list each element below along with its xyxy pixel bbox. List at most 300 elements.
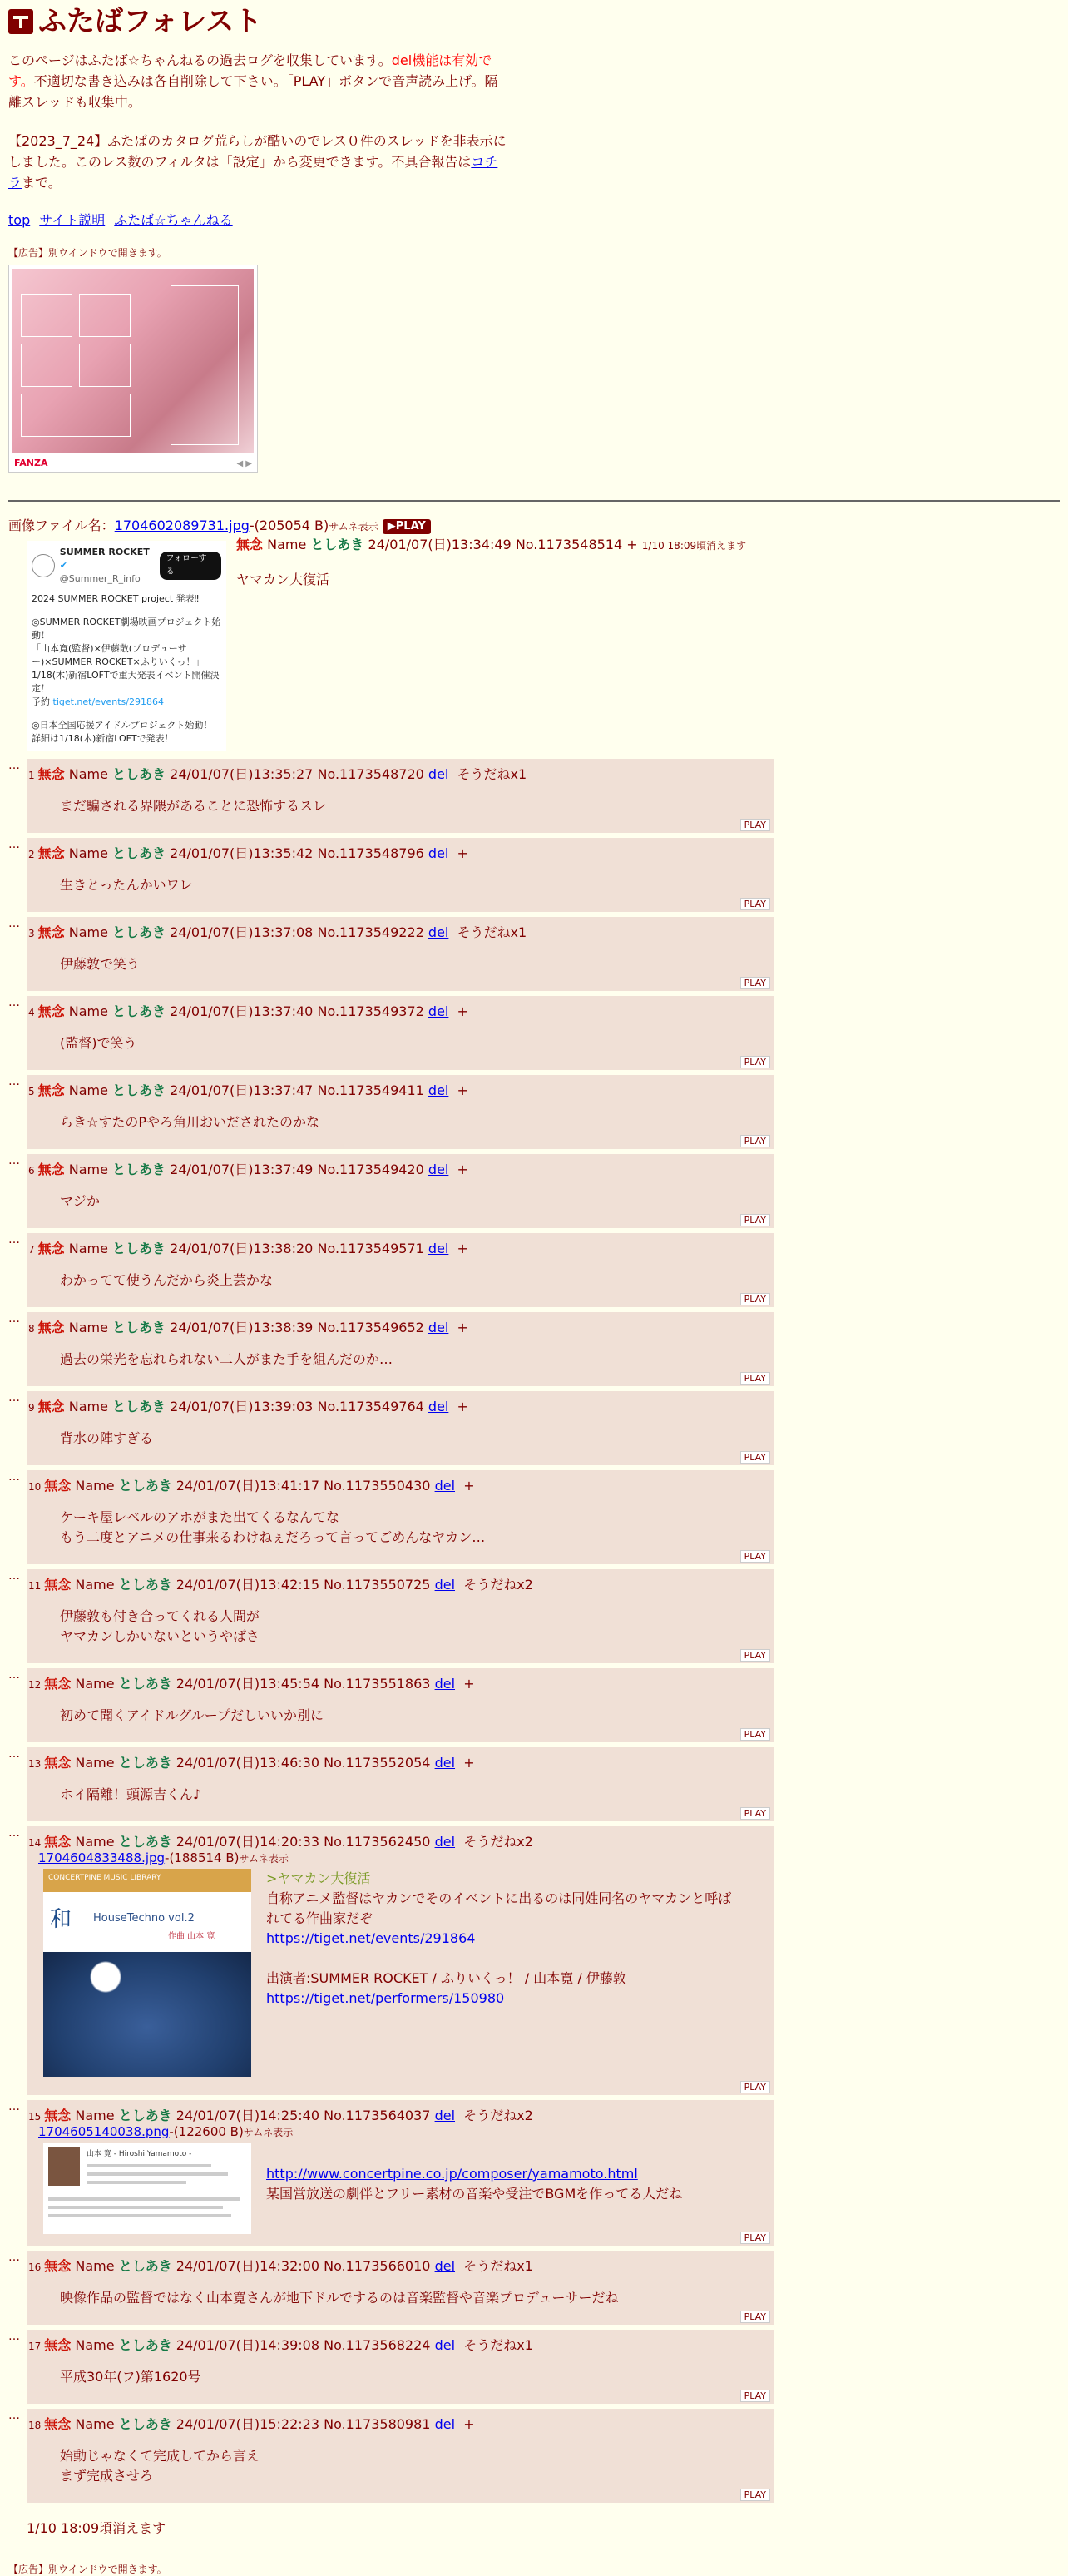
tweet-link: tiget.net/events/291864	[52, 696, 164, 707]
post-subject: 無念	[44, 2337, 72, 2353]
poster-name: としあき	[118, 2258, 172, 2274]
reply-text: (監督)で笑う	[60, 1035, 137, 1051]
reply-text: ケーキ屋レベルのアホがまた出てくるなんてな	[60, 1509, 340, 1525]
poster-name: としあき	[112, 924, 166, 940]
post-number: No.1173568224	[324, 2337, 431, 2353]
sodane-button[interactable]: +	[457, 1241, 468, 1256]
post-datetime: 24/01/07(日)13:38:20	[170, 1241, 314, 1256]
del-link[interactable]: del	[428, 766, 449, 782]
reply-box	[27, 2251, 774, 2325]
post-number: No.1173551863	[324, 1676, 431, 1692]
img-caption: 和	[50, 1907, 72, 1932]
post-number: No.1173564037	[324, 2108, 431, 2123]
post-number: No.1173550725	[324, 1577, 431, 1593]
reply-body	[60, 1112, 774, 1132]
reply-header	[27, 2335, 774, 2354]
del-link[interactable]: del	[434, 1478, 456, 1494]
play-button[interactable]: PLAY	[740, 2311, 770, 2323]
reply-text: 伊藤敦も付き合ってくれる人間が	[60, 1608, 260, 1624]
sodane-button[interactable]: +	[463, 1478, 475, 1494]
post-subject: 無念	[37, 1399, 65, 1414]
reply-row	[8, 917, 1060, 996]
post-number: No.1173549571	[317, 1241, 424, 1256]
post-subject: 無念	[44, 2416, 72, 2432]
reply-dots: …	[8, 917, 20, 930]
poster-name: としあき	[118, 1577, 172, 1593]
post-datetime: 24/01/07(日)13:34:49	[368, 537, 512, 552]
reply-num: 13	[28, 1758, 42, 1770]
name-label: Name	[75, 2416, 115, 2432]
del-link[interactable]: del	[434, 2416, 456, 2432]
del-link[interactable]: del	[434, 1676, 456, 1692]
reply-row	[8, 2330, 1060, 2409]
tweet-account: SUMMER ROCKET	[59, 547, 150, 557]
play-button[interactable]: PLAY	[740, 1728, 770, 1741]
reply-body	[60, 2288, 774, 2308]
reply-thumbnail[interactable]	[43, 1869, 251, 2077]
reply-row	[8, 759, 1060, 838]
poster-name: としあき	[112, 845, 166, 861]
poster-name: としあき	[112, 1399, 166, 1414]
reply-body	[60, 1350, 774, 1370]
del-link[interactable]: del	[428, 1162, 449, 1177]
del-link[interactable]: del	[428, 1003, 449, 1019]
site-title: ふたばフォレスト	[38, 5, 263, 38]
reply-text: ホイ隔離！頭源吉くん♪	[60, 1786, 202, 1802]
nav-links	[8, 210, 1060, 229]
post-number: No.1173548514	[515, 537, 623, 552]
reply-text: マジか	[60, 1193, 101, 1209]
post-number: No.1173549652	[317, 1320, 424, 1335]
file-size: -(205054 B)	[249, 518, 329, 533]
reply-num: 4	[28, 1007, 35, 1018]
op-thumbnail[interactable]: SUMMER ROCKET ✔ @Summer_R_info フォローする 2024 SUMMER ROCKET project 発表‼ ◎SUMMER ROCKET劇場映画プロジェクト始動！ 「山本寛(監督)×伊藤散(プロデューサー)×SUMMER ROCKET×ふりいくっ！」 1/18(木)新宿LOFTで重大発表イベント開催決定！ 予約 tiget.net/events/291864 ◎日本全国応援アイドルプロジェクト始動！ 詳細は1/18(木)新宿LOFTで発表！	[27, 541, 226, 751]
sodane-button[interactable]: +	[457, 1003, 468, 1019]
post-subject: 無念	[44, 2108, 72, 2123]
reply-num: 10	[28, 1481, 42, 1493]
play-button[interactable]: PLAY	[740, 2489, 770, 2501]
reply-num: 14	[28, 1837, 42, 1849]
post-datetime: 24/01/07(日)13:37:49	[170, 1162, 314, 1177]
reply-body	[266, 2164, 682, 2234]
play-button[interactable]: PLAY	[740, 977, 770, 989]
site-header	[8, 0, 1060, 38]
reply-dots: …	[8, 1154, 20, 1167]
reply-row	[8, 2251, 1060, 2330]
intro-line: このページはふたば☆ちゃんねるの過去ログを収集しています。	[8, 52, 392, 68]
reply-box	[27, 1312, 774, 1386]
post-subject: 無念	[44, 1834, 72, 1850]
sodane-button[interactable]: そうだねx1	[457, 766, 527, 782]
post-subject: 無念	[37, 1162, 65, 1177]
play-button[interactable]: PLAY	[740, 2081, 770, 2093]
nav-futaba-link[interactable]: ふたば☆ちゃんねる	[114, 212, 233, 228]
del-link[interactable]: del	[434, 2258, 456, 2274]
poster-name: としあき	[118, 2108, 172, 2123]
reply-url-link[interactable]: https://tiget.net/performers/150980	[266, 1990, 505, 2006]
reply-num: 12	[28, 1679, 42, 1691]
reply-dots: …	[8, 1075, 20, 1088]
intro-notice	[8, 131, 507, 193]
reply-dots: …	[8, 1826, 20, 1840]
poster-name: としあき	[112, 1082, 166, 1098]
name-label: Name	[68, 1162, 108, 1177]
thumb-note: サムネ表示	[329, 521, 378, 533]
reply-body	[60, 1706, 774, 1726]
reply-header	[27, 1001, 774, 1020]
sodane-button[interactable]: そうだねx1	[463, 2337, 533, 2353]
reply-box	[27, 759, 774, 833]
reply-num: 6	[28, 1165, 35, 1177]
reply-box	[27, 1826, 774, 2095]
reply-file-line	[27, 1850, 774, 1865]
sodane-button[interactable]: +	[457, 1162, 468, 1177]
reply-header	[27, 2256, 774, 2275]
reply-header	[27, 1574, 774, 1593]
reply-text: まず完成させろ	[60, 2468, 154, 2484]
sodane-button[interactable]: +	[457, 845, 468, 861]
reply-row	[8, 1826, 1060, 2100]
follow-button: フォローする	[160, 552, 222, 580]
reply-dots: …	[8, 2251, 20, 2264]
reply-header	[27, 1673, 774, 1692]
name-label: Name	[68, 1320, 108, 1335]
post-datetime: 24/01/07(日)13:35:27	[170, 766, 314, 782]
img-caption: CONCERTPINE MUSIC LIBRARY	[48, 1874, 161, 1882]
reply-row	[8, 1668, 1060, 1747]
play-button[interactable]: PLAY	[740, 898, 770, 910]
tweet-text: 予約	[32, 696, 53, 707]
reply-num: 3	[28, 928, 35, 939]
reply-body	[60, 1033, 774, 1053]
reply-header	[27, 764, 774, 783]
reply-body	[60, 2367, 774, 2387]
post-subject: 無念	[44, 1478, 72, 1494]
reply-row	[8, 1154, 1060, 1233]
del-link[interactable]: del	[434, 1577, 456, 1593]
ad-label: 【広告】別ウインドウで開きます。	[8, 247, 167, 259]
post-datetime: 24/01/07(日)14:39:08	[176, 2337, 320, 2353]
reply-box	[27, 1233, 774, 1307]
post-subject: 無念	[37, 766, 65, 782]
reply-num: 7	[28, 1244, 35, 1256]
post-number: No.1173562450	[324, 1834, 431, 1850]
reply-row	[8, 2409, 1060, 2508]
reply-row	[8, 838, 1060, 917]
sodane-button[interactable]: +	[626, 537, 638, 552]
reply-box	[27, 1747, 774, 1821]
poster-name: としあき	[112, 766, 166, 782]
poster-name: としあき	[118, 1834, 172, 1850]
play-button[interactable]: PLAY	[740, 2390, 770, 2402]
ad-image[interactable]	[12, 269, 254, 453]
post-number: No.1173552054	[324, 1755, 431, 1771]
reply-num: 9	[28, 1402, 35, 1414]
post-number: No.1173549764	[317, 1399, 424, 1414]
reply-header	[27, 1317, 774, 1336]
reply-header	[27, 1396, 774, 1415]
sodane-button[interactable]: そうだねx1	[463, 2258, 533, 2274]
poster-name: としあき	[118, 2337, 172, 2353]
file-size: -(188514 B)	[165, 1850, 240, 1865]
reply-dots: …	[8, 1747, 20, 1761]
post-datetime: 24/01/07(日)13:37:40	[170, 1003, 314, 1019]
reply-header	[27, 1752, 774, 1771]
post-datetime: 24/01/07(日)13:42:15	[176, 1577, 320, 1593]
play-button[interactable]: PLAY	[740, 1372, 770, 1385]
post-number: No.1173580981	[324, 2416, 431, 2432]
nav-top-link[interactable]: top	[8, 212, 31, 228]
sodane-button[interactable]: そうだねx2	[463, 1577, 533, 1593]
reply-thumbnail[interactable]	[43, 2143, 251, 2234]
sodane-button[interactable]: そうだねx2	[463, 1834, 533, 1850]
post-subject: 無念	[37, 1082, 65, 1098]
reply-dots: …	[8, 759, 20, 772]
post-subject: 無念	[44, 2258, 72, 2274]
expire-footer: 1/10 18:09頃消えます	[27, 2520, 166, 2536]
play-button[interactable]: PLAY	[740, 1807, 770, 1820]
reply-row	[8, 1075, 1060, 1154]
futaba-logo-icon	[8, 9, 33, 34]
reply-body	[60, 954, 774, 974]
thumb-note: サムネ表示	[243, 2127, 294, 2138]
reply-row	[8, 1312, 1060, 1391]
post-subject: 無念	[44, 1755, 72, 1771]
name-label: Name	[75, 2337, 115, 2353]
reply-text: 背水の陣すぎる	[60, 1430, 154, 1446]
reply-row	[8, 1470, 1060, 1569]
post-datetime: 24/01/07(日)13:41:17	[176, 1478, 320, 1494]
reply-num: 8	[28, 1323, 35, 1335]
reply-dots: …	[8, 1312, 20, 1325]
reply-body	[60, 2446, 774, 2486]
post-datetime: 24/01/07(日)13:46:30	[176, 1755, 320, 1771]
reply-dots: …	[8, 1668, 20, 1682]
post-subject: 無念	[44, 1577, 72, 1593]
reply-url-link[interactable]: https://tiget.net/events/291864	[266, 1930, 476, 1946]
tweet-text: 「山本寛(監督)×伊藤散(プロデューサー)×SUMMER ROCKET×ふりいくっ！」	[32, 643, 205, 667]
del-link[interactable]: del	[428, 1320, 449, 1335]
reply-text: 平成30年(フ)第1620号	[60, 2369, 201, 2385]
avatar	[32, 554, 55, 577]
reply-row	[8, 1747, 1060, 1826]
reply-body	[60, 1508, 774, 1548]
reply-text: 始動じゃなくて完成してから言え	[60, 2448, 260, 2464]
poster-name: としあき	[118, 1755, 172, 1771]
reply-text: 初めて聞くアイドルグループだしいいか別に	[60, 1707, 324, 1723]
name-label: Name	[75, 1577, 115, 1593]
reply-header	[27, 1080, 774, 1099]
del-link[interactable]: del	[434, 2108, 456, 2123]
reply-body	[60, 796, 774, 816]
reply-box	[27, 2409, 774, 2503]
reply-dots: …	[8, 1569, 20, 1583]
poster-name: としあき	[118, 1676, 172, 1692]
reply-box	[27, 838, 774, 912]
poster-name: としあき	[112, 1241, 166, 1256]
reply-box	[27, 1075, 774, 1149]
reply-text: 伊藤敦で笑う	[60, 956, 141, 972]
reply-row	[8, 1233, 1060, 1312]
name-label: Name	[68, 1082, 108, 1098]
reply-box	[27, 1668, 774, 1742]
play-button[interactable]: PLAY	[740, 2232, 770, 2244]
play-button[interactable]: PLAY	[740, 1293, 770, 1305]
notice-text: まで。	[22, 175, 62, 191]
report-link[interactable]: コチラ	[8, 154, 498, 191]
poster-name: としあき	[112, 1003, 166, 1019]
reply-text: まだ騙される界隈があることに恐怖するスレ	[60, 798, 327, 814]
tweet-text: 1/18(木)新宿LOFTで重大発表イベント開催決定！	[32, 670, 220, 694]
reply-text: わかってて使うんだから炎上芸かな	[60, 1272, 274, 1288]
post-datetime: 24/01/07(日)13:39:03	[170, 1399, 314, 1414]
play-button[interactable]: PLAY	[740, 1214, 770, 1226]
reply-row	[8, 996, 1060, 1075]
play-button[interactable]: ▶PLAY	[383, 519, 431, 534]
ad-banner[interactable]	[8, 265, 258, 473]
reply-box	[27, 917, 774, 991]
reply-box	[27, 1470, 774, 1564]
tweet-text: 詳細は1/18(木)新宿LOFTで発表！	[32, 733, 174, 744]
img-caption: 作曲 山本 寛	[168, 1932, 215, 1941]
del-link[interactable]: del	[434, 2337, 456, 2353]
post-number: No.1173549411	[317, 1082, 424, 1098]
name-label: Name	[75, 1676, 115, 1692]
reply-num: 5	[28, 1086, 35, 1097]
sodane-button[interactable]: +	[463, 1755, 475, 1771]
poster-name: としあき	[112, 1320, 166, 1335]
reply-dots: …	[8, 1233, 20, 1246]
reply-num: 18	[28, 2420, 42, 2431]
reply-body	[60, 1429, 774, 1449]
play-button[interactable]: PLAY	[740, 1135, 770, 1147]
post-subject: 無念	[44, 1676, 72, 1692]
reply-url-link[interactable]: http://www.concertpine.co.jp/composer/yamamoto.html	[266, 2166, 638, 2182]
sodane-button[interactable]: そうだねx1	[457, 924, 527, 940]
del-link[interactable]: del	[428, 924, 449, 940]
post-number: No.1173548796	[317, 845, 424, 861]
img-caption: HouseTechno vol.2	[93, 1912, 195, 1925]
thumb-note: サムネ表示	[239, 1853, 289, 1865]
reply-box	[27, 1391, 774, 1465]
reply-num: 2	[28, 849, 35, 860]
sodane-button[interactable]: +	[457, 1399, 468, 1414]
poster-name: としあき	[112, 1162, 166, 1177]
del-link[interactable]: del	[428, 1082, 449, 1098]
op-file-link[interactable]: 1704602089731.jpg	[114, 518, 250, 533]
reply-header	[27, 1475, 774, 1494]
del-link[interactable]: del	[434, 1834, 456, 1850]
reply-text: 出演者:SUMMER ROCKET / ふりいくっ！ / 山本寛 / 伊藤敦	[266, 1970, 626, 1986]
name-label: Name	[267, 537, 307, 552]
sodane-button[interactable]: +	[463, 1676, 475, 1692]
play-button[interactable]: PLAY	[740, 1056, 770, 1068]
name-label: Name	[75, 1478, 115, 1494]
name-label: Name	[68, 1399, 108, 1414]
reply-num: 1	[28, 770, 35, 781]
name-label: Name	[75, 2258, 115, 2274]
post-number: No.1173549372	[317, 1003, 424, 1019]
name-label: Name	[68, 924, 108, 940]
reply-box	[27, 1154, 774, 1228]
play-button[interactable]: PLAY	[740, 819, 770, 831]
post-datetime: 24/01/07(日)15:22:23	[176, 2416, 320, 2432]
reply-num: 16	[28, 2261, 42, 2273]
nav-about-link[interactable]: サイト説明	[39, 212, 106, 228]
name-label: Name	[75, 1755, 115, 1771]
poster-name: としあき	[310, 537, 364, 552]
del-link[interactable]: del	[428, 1241, 449, 1256]
ad-brand-logo: FANZA	[14, 458, 48, 468]
sodane-button[interactable]: そうだねx2	[463, 2108, 533, 2123]
del-link[interactable]: del	[428, 845, 449, 861]
play-button[interactable]: PLAY	[740, 1649, 770, 1662]
reply-dots: …	[8, 1391, 20, 1404]
post-number: No.1173548720	[317, 766, 424, 782]
reply-text: 映像作品の監督ではなく山本寛さんが地下ドルでするのは音楽監督や音楽プロデューサーだね	[60, 2290, 619, 2306]
reply-header	[27, 2105, 774, 2124]
reply-box	[27, 1569, 774, 1663]
file-label: 画像ファイル名：	[8, 518, 115, 533]
play-button[interactable]: PLAY	[740, 1451, 770, 1464]
reply-text: 過去の栄光を忘れられない二人がまた手を組んだのか…	[60, 1351, 393, 1367]
reply-row	[8, 1391, 1060, 1470]
reply-header	[27, 1238, 774, 1257]
tweet-text: ◎SUMMER ROCKET劇場映画プロジェクト始動！	[32, 617, 221, 641]
ad-carousel-arrows-icon[interactable]: ◀ ▶	[236, 459, 252, 468]
post-subject: 無念	[37, 1320, 65, 1335]
del-link[interactable]: del	[434, 1755, 456, 1771]
sodane-button[interactable]: +	[463, 2416, 475, 2432]
reply-dots: …	[8, 838, 20, 851]
reply-text: ヤマカンしかいないというやばさ	[60, 1628, 260, 1644]
post-subject: 無念	[37, 1003, 65, 1019]
name-label: Name	[68, 1003, 108, 1019]
op-file-line	[8, 515, 1060, 534]
expire-notice: 1/10 18:09頃消えます	[641, 540, 747, 552]
reply-header	[27, 1831, 774, 1850]
sodane-button[interactable]: +	[457, 1320, 468, 1335]
reply-text: らき☆すたのPやろ角川おいだされたのかな	[60, 1114, 319, 1130]
post-datetime: 24/01/07(日)13:45:54	[176, 1676, 320, 1692]
poster-name: としあき	[118, 1478, 172, 1494]
post-number: No.1173549420	[317, 1162, 424, 1177]
reply-text: 生きとったんかいワレ	[60, 877, 193, 893]
file-size: -(122600 B)	[169, 2124, 244, 2139]
reply-file-link[interactable]: 1704605140038.png	[38, 2124, 170, 2139]
play-button[interactable]: PLAY	[740, 1550, 770, 1563]
post-number: No.1173550430	[324, 1478, 431, 1494]
name-label: Name	[68, 845, 108, 861]
reply-header	[27, 922, 774, 941]
intro-text	[8, 50, 507, 112]
reply-dots: …	[8, 996, 20, 1009]
op-body: ヤマカン大復活	[236, 572, 330, 587]
reply-num: 15	[28, 2111, 42, 2123]
post-datetime: 24/01/07(日)13:35:42	[170, 845, 314, 861]
reply-text: 自称アニメ監督はヤカンでそのイベントに出るのは同姓同名のヤマカンと呼ばれてる作曲家だぞ	[266, 1890, 732, 1926]
reply-row	[8, 2100, 1060, 2251]
post-number: No.1173549222	[317, 924, 424, 940]
post-datetime: 24/01/07(日)13:37:47	[170, 1082, 314, 1098]
reply-file-link[interactable]: 1704604833488.jpg	[38, 1850, 166, 1865]
reply-dots: …	[8, 2409, 20, 2422]
name-label: Name	[68, 1241, 108, 1256]
sodane-button[interactable]: +	[457, 1082, 468, 1098]
del-link[interactable]: del	[428, 1399, 449, 1414]
intro-del-note: del機能は有効です。	[8, 52, 492, 89]
name-label: Name	[75, 1834, 115, 1850]
